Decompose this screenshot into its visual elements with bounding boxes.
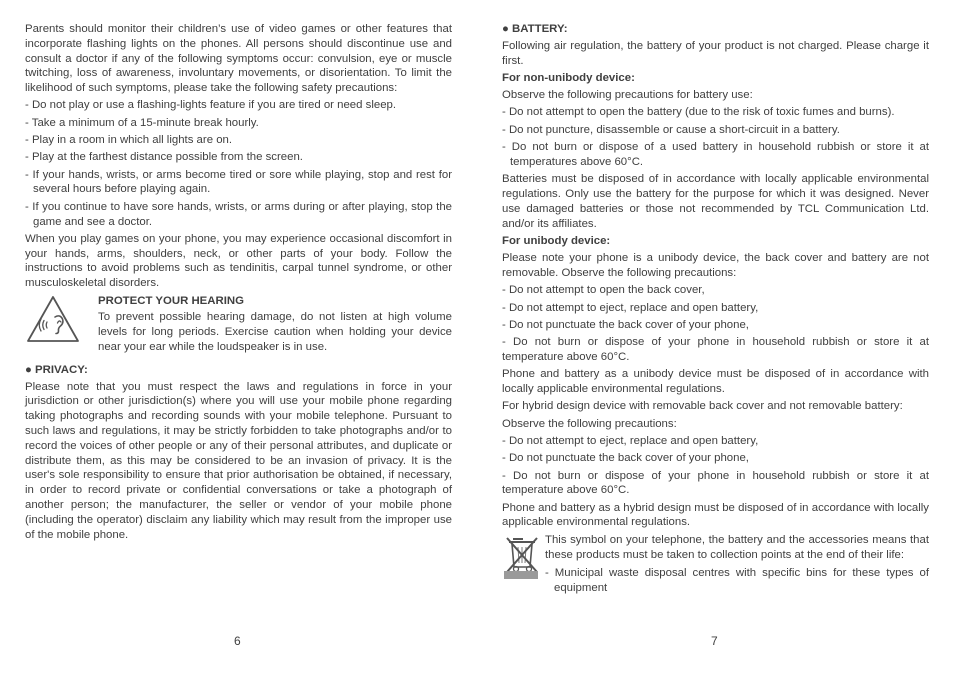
left-page (25, 22, 452, 545)
unibody-item: - Do not attempt to eject, replace and open battery, (502, 301, 759, 314)
hybrid-item: - Do not attempt to eject, replace and open battery, (502, 434, 759, 447)
non-unibody-item: - Do not attempt to open the battery (due to the risk of toxic fumes and burns). (502, 106, 895, 119)
recycling-symbol-section (502, 533, 929, 563)
precaution-item: - If your hands, wrists, or arms become tired or sore while playing, stop and rest for several hours before playing again. (25, 168, 452, 196)
page-number-left: 6 (234, 634, 241, 648)
hybrid-item: - Do not burn or dispose of your phone in household rubbish or store it at temperature above 60°C. (502, 469, 929, 497)
unibody-title: For unibody device: (502, 235, 611, 248)
non-unibody-item: - Do not puncture, disassemble or cause a short-circuit in a battery. (502, 123, 840, 136)
hybrid-intro: For hybrid design device with removable back cover and not removable battery: (502, 400, 903, 413)
unibody-item: - Do not attempt to open the back cover, (502, 284, 705, 297)
hybrid-observe: Observe the following precautions: (502, 417, 677, 430)
precaution-item: - Play in a room in which all lights are on. (25, 134, 233, 147)
hearing-warning-icon (25, 294, 81, 344)
precaution-item: - Play at the farthest distance possible from the screen. (25, 151, 303, 164)
hearing-text: To prevent possible hearing damage, do not listen at high volume levels for long periods. Exercise caution when holding your device near your ear while the loudspeaker is in use. (98, 311, 452, 353)
hearing-title: PROTECT YOUR HEARING (98, 294, 244, 307)
precaution-item: - Do not play or use a flashing-lights feature if you are tired or need sleep. (25, 99, 397, 112)
right-page (502, 22, 929, 595)
battery-heading: ● BATTERY: (502, 23, 568, 35)
unibody-intro: Please note your phone is a unibody device, the back cover and battery are not removable. Observe the following precautions: (502, 252, 929, 279)
privacy-text: Please note that you must respect the laws and regulations in force in your jurisdiction or other jurisdiction(s) where you will use your mobile phone regarding taking photographs and recording sounds with your mobile telephone. Pursuant to such laws and regulations, it may be strictly forbidden to take photographs and/or to record the voices of other people or any of their personal attributes, and duplicate or distribute them, as this may be considered to be an invasion of privacy. It is the user's sole responsibility to ensure that prior authorisation be obtained, if necessary, in order to record private or confidential conversations or take a photograph of another person; the manufacturer, the seller or vendor of your mobile phone (including the operator) disclaim any liability which may result from the improper use of the mobile phone. (25, 380, 452, 541)
precaution-item: - Take a minimum of a 15-minute break hourly. (25, 116, 259, 129)
non-unibody-intro: Observe the following precautions for battery use: (502, 89, 753, 102)
symbol-text: This symbol on your telephone, the battery and the accessories means that these products must be taken to collection points at the end of their life: (545, 534, 929, 561)
waste-item: - Municipal waste disposal centres with specific bins for these types of equipment (545, 566, 929, 594)
unibody-item: - Do not punctuate the back cover of your phone, (502, 318, 749, 331)
solid-bar-symbol (504, 571, 538, 579)
games-discomfort-text: When you play games on your phone, you may experience occasional discomfort in your hands, arms, shoulders, neck, or other parts of your body. Follow the instructions to avoid problems such as tendinitis, carpal tunnel syndrome, or other musculoskeletal disorders. (25, 232, 452, 290)
flashing-lights-intro: Parents should monitor their children’s use of video games or other features that incorporate flashing lights on the phones. All persons should discontinue use and consult a doctor if any of the following symptoms occur: convulsion, eye or muscle twitching, loss of awareness, involuntary movements, or disorientation. To limit the likelihood of such symptoms, please take the following safety precautions: (25, 23, 452, 95)
hybrid-disposal: Phone and battery as a hybrid design must be disposed of in accordance with locally applicable environmental regulations. (502, 501, 929, 529)
non-unibody-title: For non-unibody device: (502, 72, 635, 85)
privacy-heading: ● PRIVACY: (25, 363, 88, 376)
page-number-right: 7 (711, 634, 718, 648)
precaution-item: - If you continue to have sore hands, wrists, or arms during or after playing, stop the game and see a doctor. (25, 200, 452, 228)
unibody-disposal: Phone and battery as a unibody device must be disposed of in accordance with locally applicable environmental regulations. (502, 368, 929, 396)
non-unibody-item: - Do not burn or dispose of a used battery in household rubbish or store it at temperatures above 60°C. (502, 141, 929, 168)
hybrid-item: - Do not punctuate the back cover of your phone, (502, 452, 749, 465)
waste-disposal-row (502, 566, 929, 596)
hearing-section (25, 294, 452, 355)
battery-disposal-text: Batteries must be disposed of in accordance with locally applicable environmental regulations. Only use the battery for the purpose for which it was designed. Never use damaged batteries or those not recommended by TCL Communication Ltd. and/or its affiliates. (502, 173, 929, 230)
battery-intro: Following air regulation, the battery of your product is not charged. Please charge it first. (502, 39, 929, 67)
unibody-item: - Do not burn or dispose of your phone in household rubbish or store it at temperature above 60°C. (502, 336, 929, 363)
